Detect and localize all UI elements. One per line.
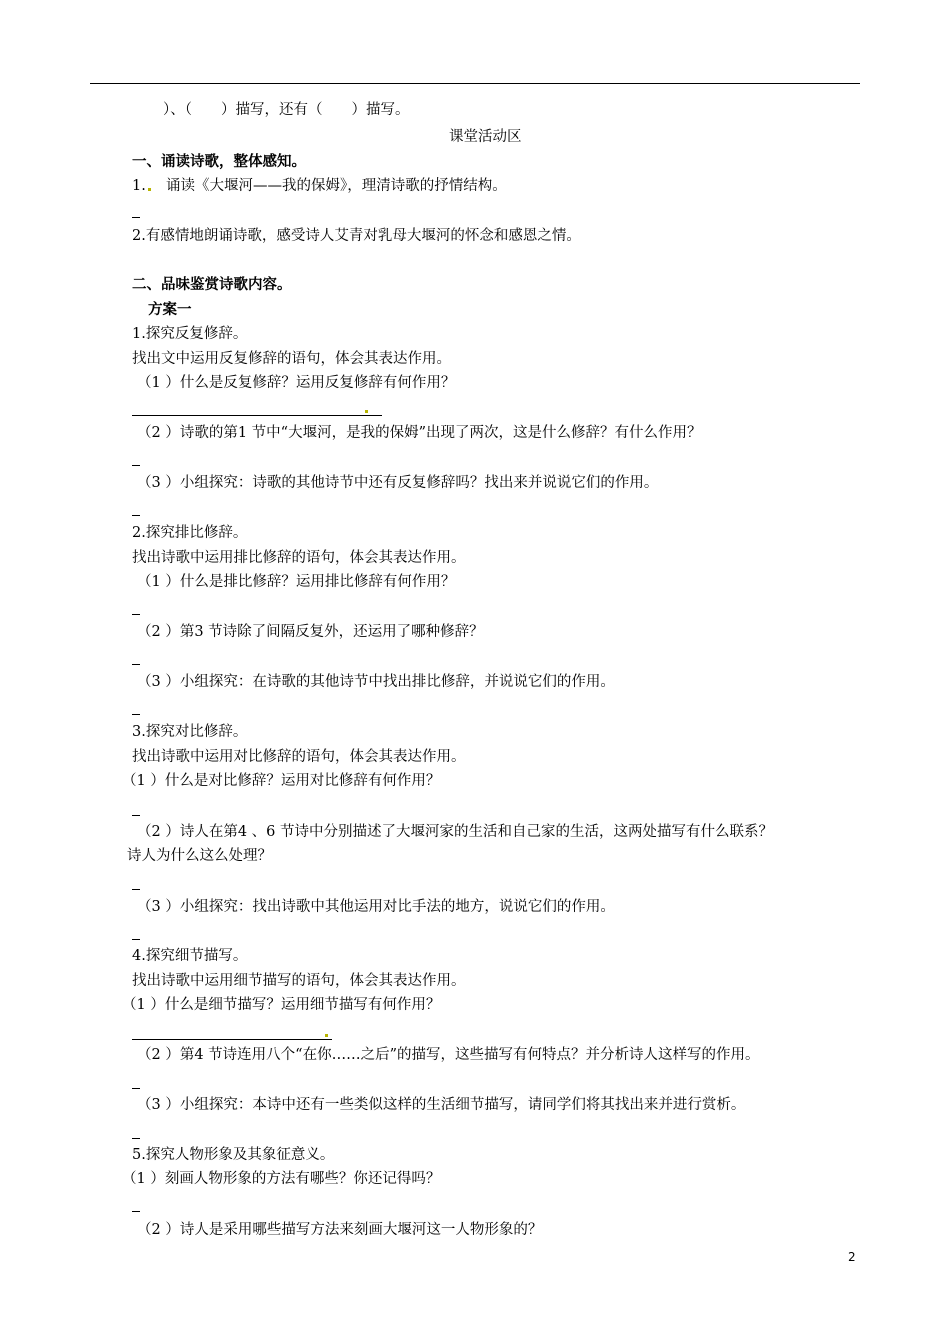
question: （1 ）什么是对比修辞？运用对比修辞有何作用？ (122, 773, 441, 789)
mark-dot (148, 188, 151, 191)
heading-1: 一、诵读诗歌，整体感知。 (132, 154, 306, 170)
answer-blank (132, 1088, 140, 1089)
heading-2: 二、品味鉴赏诗歌内容。 (132, 277, 292, 293)
answer-line (132, 415, 382, 416)
item-2-text: 2.有感情地朗诵诗歌，感受诗人艾青对乳母大堰河的怀念和感恩之情。 (132, 228, 581, 244)
question: （2 ）诗歌的第1 节中“大堰河，是我的保姆”出现了两次，这是什么修辞？有什么作用？ (137, 425, 702, 441)
question: （3 ）小组探究：找出诗歌中其他运用对比手法的地方，说说它们的作用。 (137, 899, 615, 915)
question: （1 ）什么是细节描写？运用细节描写有何作用？ (122, 997, 441, 1013)
topic-2: 2.探究排比修辞。 (132, 525, 248, 541)
answer-blank (132, 714, 140, 715)
answer-blank (132, 939, 140, 940)
topic-1-task: 找出文中运用反复修辞的语句，体会其表达作用。 (132, 351, 451, 367)
question-continued: 诗人为什么这么处理？ (127, 848, 272, 864)
answer-blank (132, 515, 140, 516)
page-number: 2 (848, 1250, 856, 1264)
header-rule (90, 83, 860, 84)
question: （2 ）第3 节诗除了间隔反复外，还运用了哪种修辞？ (137, 624, 484, 640)
answer-blank (132, 1138, 140, 1139)
topic-4-task: 找出诗歌中运用细节描写的语句，体会其表达作用。 (132, 973, 466, 989)
question: （1 ）什么是排比修辞？运用排比修辞有何作用？ (137, 574, 456, 590)
item-1-text: 诵读《大堰河——我的保姆》，理清诗歌的抒情结构。 (166, 178, 507, 194)
answer-blank (132, 664, 140, 665)
topic-3: 3.探究对比修辞。 (132, 724, 248, 740)
answer-blank (132, 1211, 140, 1212)
answer-blank (132, 889, 140, 890)
topic-1: 1.探究反复修辞。 (132, 326, 248, 342)
question: （3 ）小组探究：诗歌的其他诗节中还有反复修辞吗？找出来并说说它们的作用。 (137, 475, 659, 491)
question: （2 ）诗人在第4 、6 节诗中分别描述了大堰河家的生活和自己家的生活，这两处描写有什么联系？ (137, 824, 773, 840)
answer-line (132, 1039, 332, 1040)
intro-line: ）、（ ）描写，还有（ ）描写。 (163, 102, 410, 118)
question: （1 ）刻画人物形象的方法有哪些？你还记得吗？ (122, 1171, 441, 1187)
plan-label: 方案一 (148, 302, 192, 318)
answer-blank (132, 815, 140, 816)
question: （2 ）诗人是采用哪些描写方法来刻画大堰河这一人物形象的？ (137, 1222, 543, 1238)
question: （3 ）小组探究：在诗歌的其他诗节中找出排比修辞，并说说它们的作用。 (137, 674, 615, 690)
mark-dot (325, 1034, 328, 1037)
item-1-number: 1. (132, 178, 146, 194)
answer-blank (132, 465, 140, 466)
topic-4: 4.探究细节描写。 (132, 948, 248, 964)
topic-5: 5.探究人物形象及其象征意义。 (132, 1147, 335, 1163)
question: （3 ）小组探究：本诗中还有一些类似这样的生活细节描写，请同学们将其找出来并进行赏析。 (137, 1097, 746, 1113)
question: （2 ）第4 节诗连用八个“在你……之后”的描写，这些描写有何特点？并分析诗人这样写的作用。 (137, 1047, 760, 1063)
answer-blank (132, 217, 140, 218)
answer-blank (132, 614, 140, 615)
section-title: 课堂活动区 (449, 129, 522, 145)
question: （1 ）什么是反复修辞？运用反复修辞有何作用？ (137, 375, 456, 391)
mark-dot (365, 410, 368, 413)
topic-2-task: 找出诗歌中运用排比修辞的语句，体会其表达作用。 (132, 550, 466, 566)
topic-3-task: 找出诗歌中运用对比修辞的语句，体会其表达作用。 (132, 749, 466, 765)
